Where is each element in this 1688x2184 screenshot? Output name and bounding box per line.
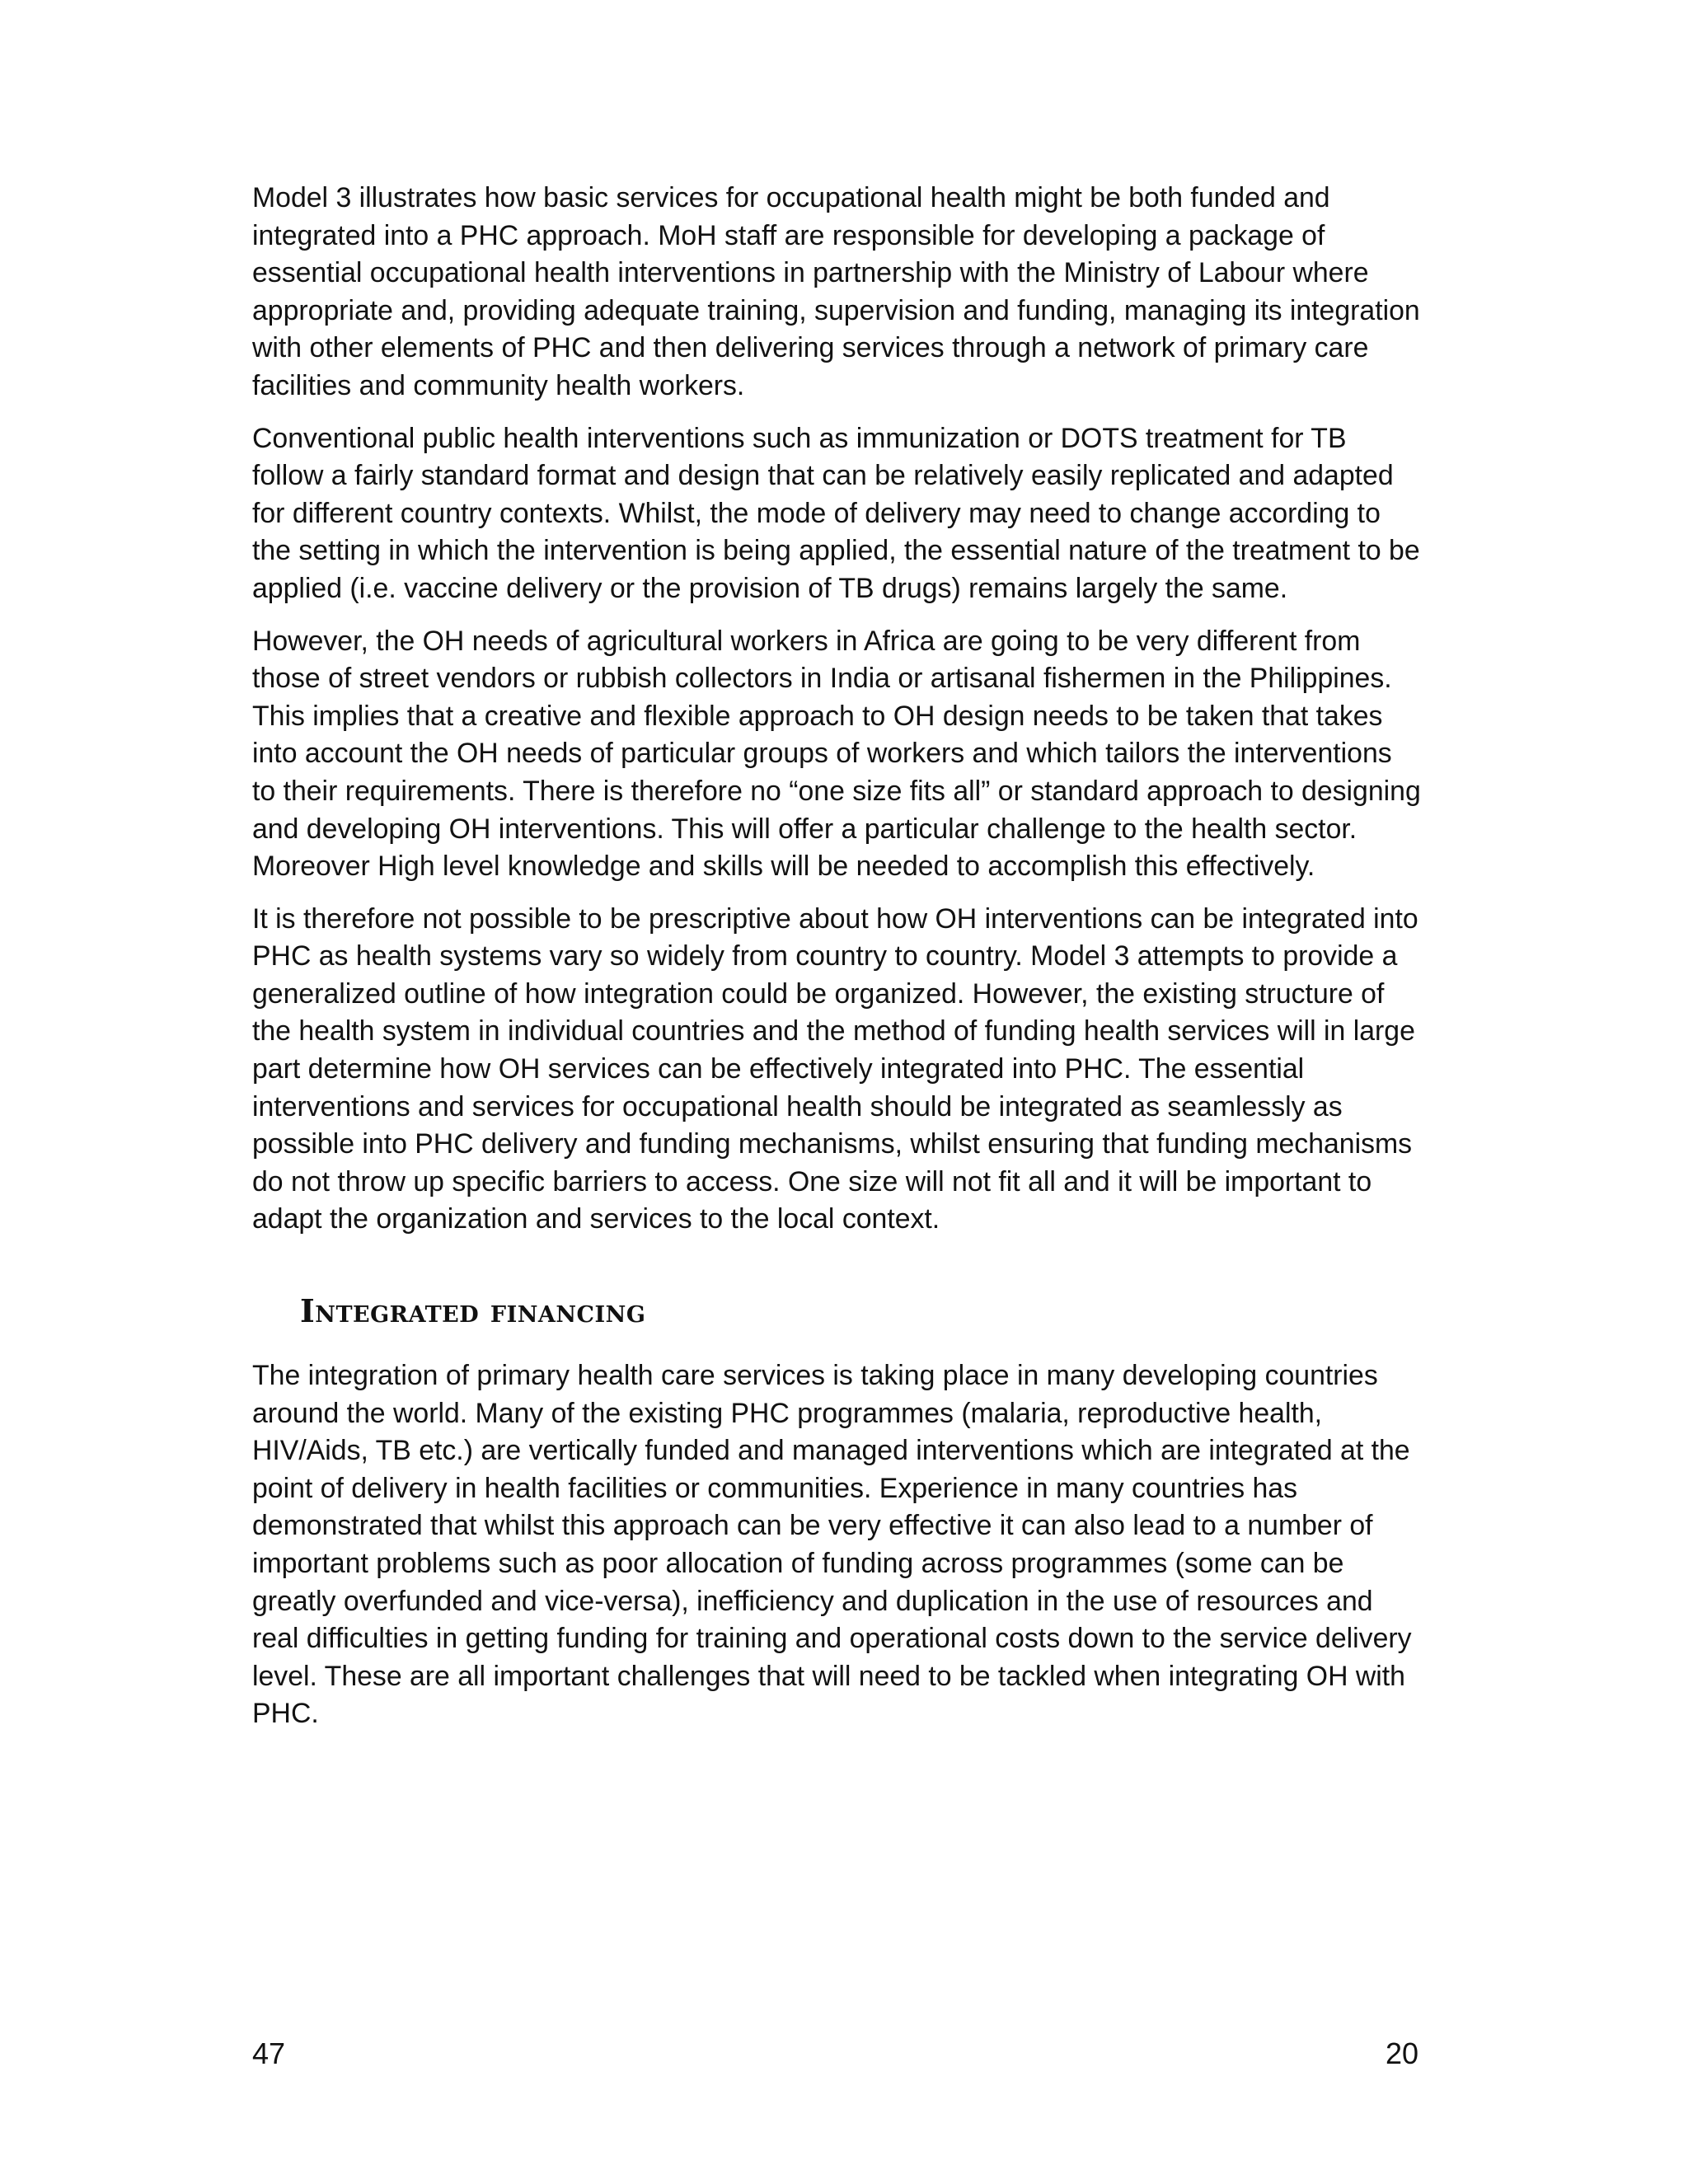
paragraph-conventional-interventions: Conventional public health interventions such as immunization or DOTS treatment for TB follow a fairly standard format and design that can be relatively easily replicated and adapted for different country contexts. Whilst, the mode of delivery may need to change according to the setting in which the intervention is being applied, the essential nature of the treatment to be applied (i.e. vaccine delivery or the provision of TB drugs) remains largely the same. <box>252 422 1420 604</box>
paragraph-model-3: Model 3 illustrates how basic services for occupational health might be both funded and integrated into a PHC approach. MoH staff are responsible for developing a package of essential occupational health interventions in partnership with the Ministry of Labour where appropriate and, providing adequate training, supervision and funding, managing its integration with other elements of PHC and then delivering services through a network of primary care facilities and community health workers. <box>252 182 1420 401</box>
paragraph-integrated-financing: The integration of primary health care services is taking place in many developing countries around the world. Many of the existing PHC programmes (malaria, reproductive health, HIV/Aids, TB etc.) are vertically funded and managed interventions which are integrated at the point of delivery in health facilities or communities. Experience in many countries has demonstrated that whilst this approach can be very effective it can also lead to a number of important problems such as poor allocation of funding across programmes (some can be greatly overfunded and vice-versa), inefficiency and duplication in the use of resources and real difficulties in getting funding for training and operational costs down to the service delivery level. These are all important challenges that will need to be tackled when integrating OH with PHC. <box>252 1360 1412 1730</box>
document-body <box>252 180 1423 1748</box>
paragraph-integration-prescriptive: It is therefore not possible to be prescriptive about how OH interventions can be integrated into PHC as health systems vary so widely from country to country. Model 3 attempts to provide a generalized outline of how integration could be organized. However, the existing structure of the health system in individual countries and the method of funding health services will in large part determine how OH services can be effectively integrated into PHC. The essential interventions and services for occupational health should be integrated as seamlessly as possible into PHC delivery and funding mechanisms, whilst ensuring that funding mechanisms do not throw up specific barriers to access. One size will not fit all and it will be important to adapt the organization and services to the local context. <box>252 902 1418 1235</box>
footer-right-page-number: 20 <box>1385 2036 1418 2070</box>
section-heading-integrated-financing: Integrated financing <box>300 1292 646 1330</box>
footer-left-page-number: 47 <box>252 2036 286 2070</box>
paragraph-oh-needs: However, the OH needs of agricultural workers in Africa are going to be very different from those of street vendors or rubbish collectors in India or artisanal fishermen in the Philippines. This implies that a creative and flexible approach to OH design needs to be taken that takes into account the OH needs of particular groups of workers and which tailors the interventions to their requirements. There is therefore no “one size fits all” or standard approach to designing and developing OH interventions. This will offer a particular challenge to the health sector. Moreover High level knowledge and skills will be needed to accomplish this effectively. <box>252 625 1421 883</box>
